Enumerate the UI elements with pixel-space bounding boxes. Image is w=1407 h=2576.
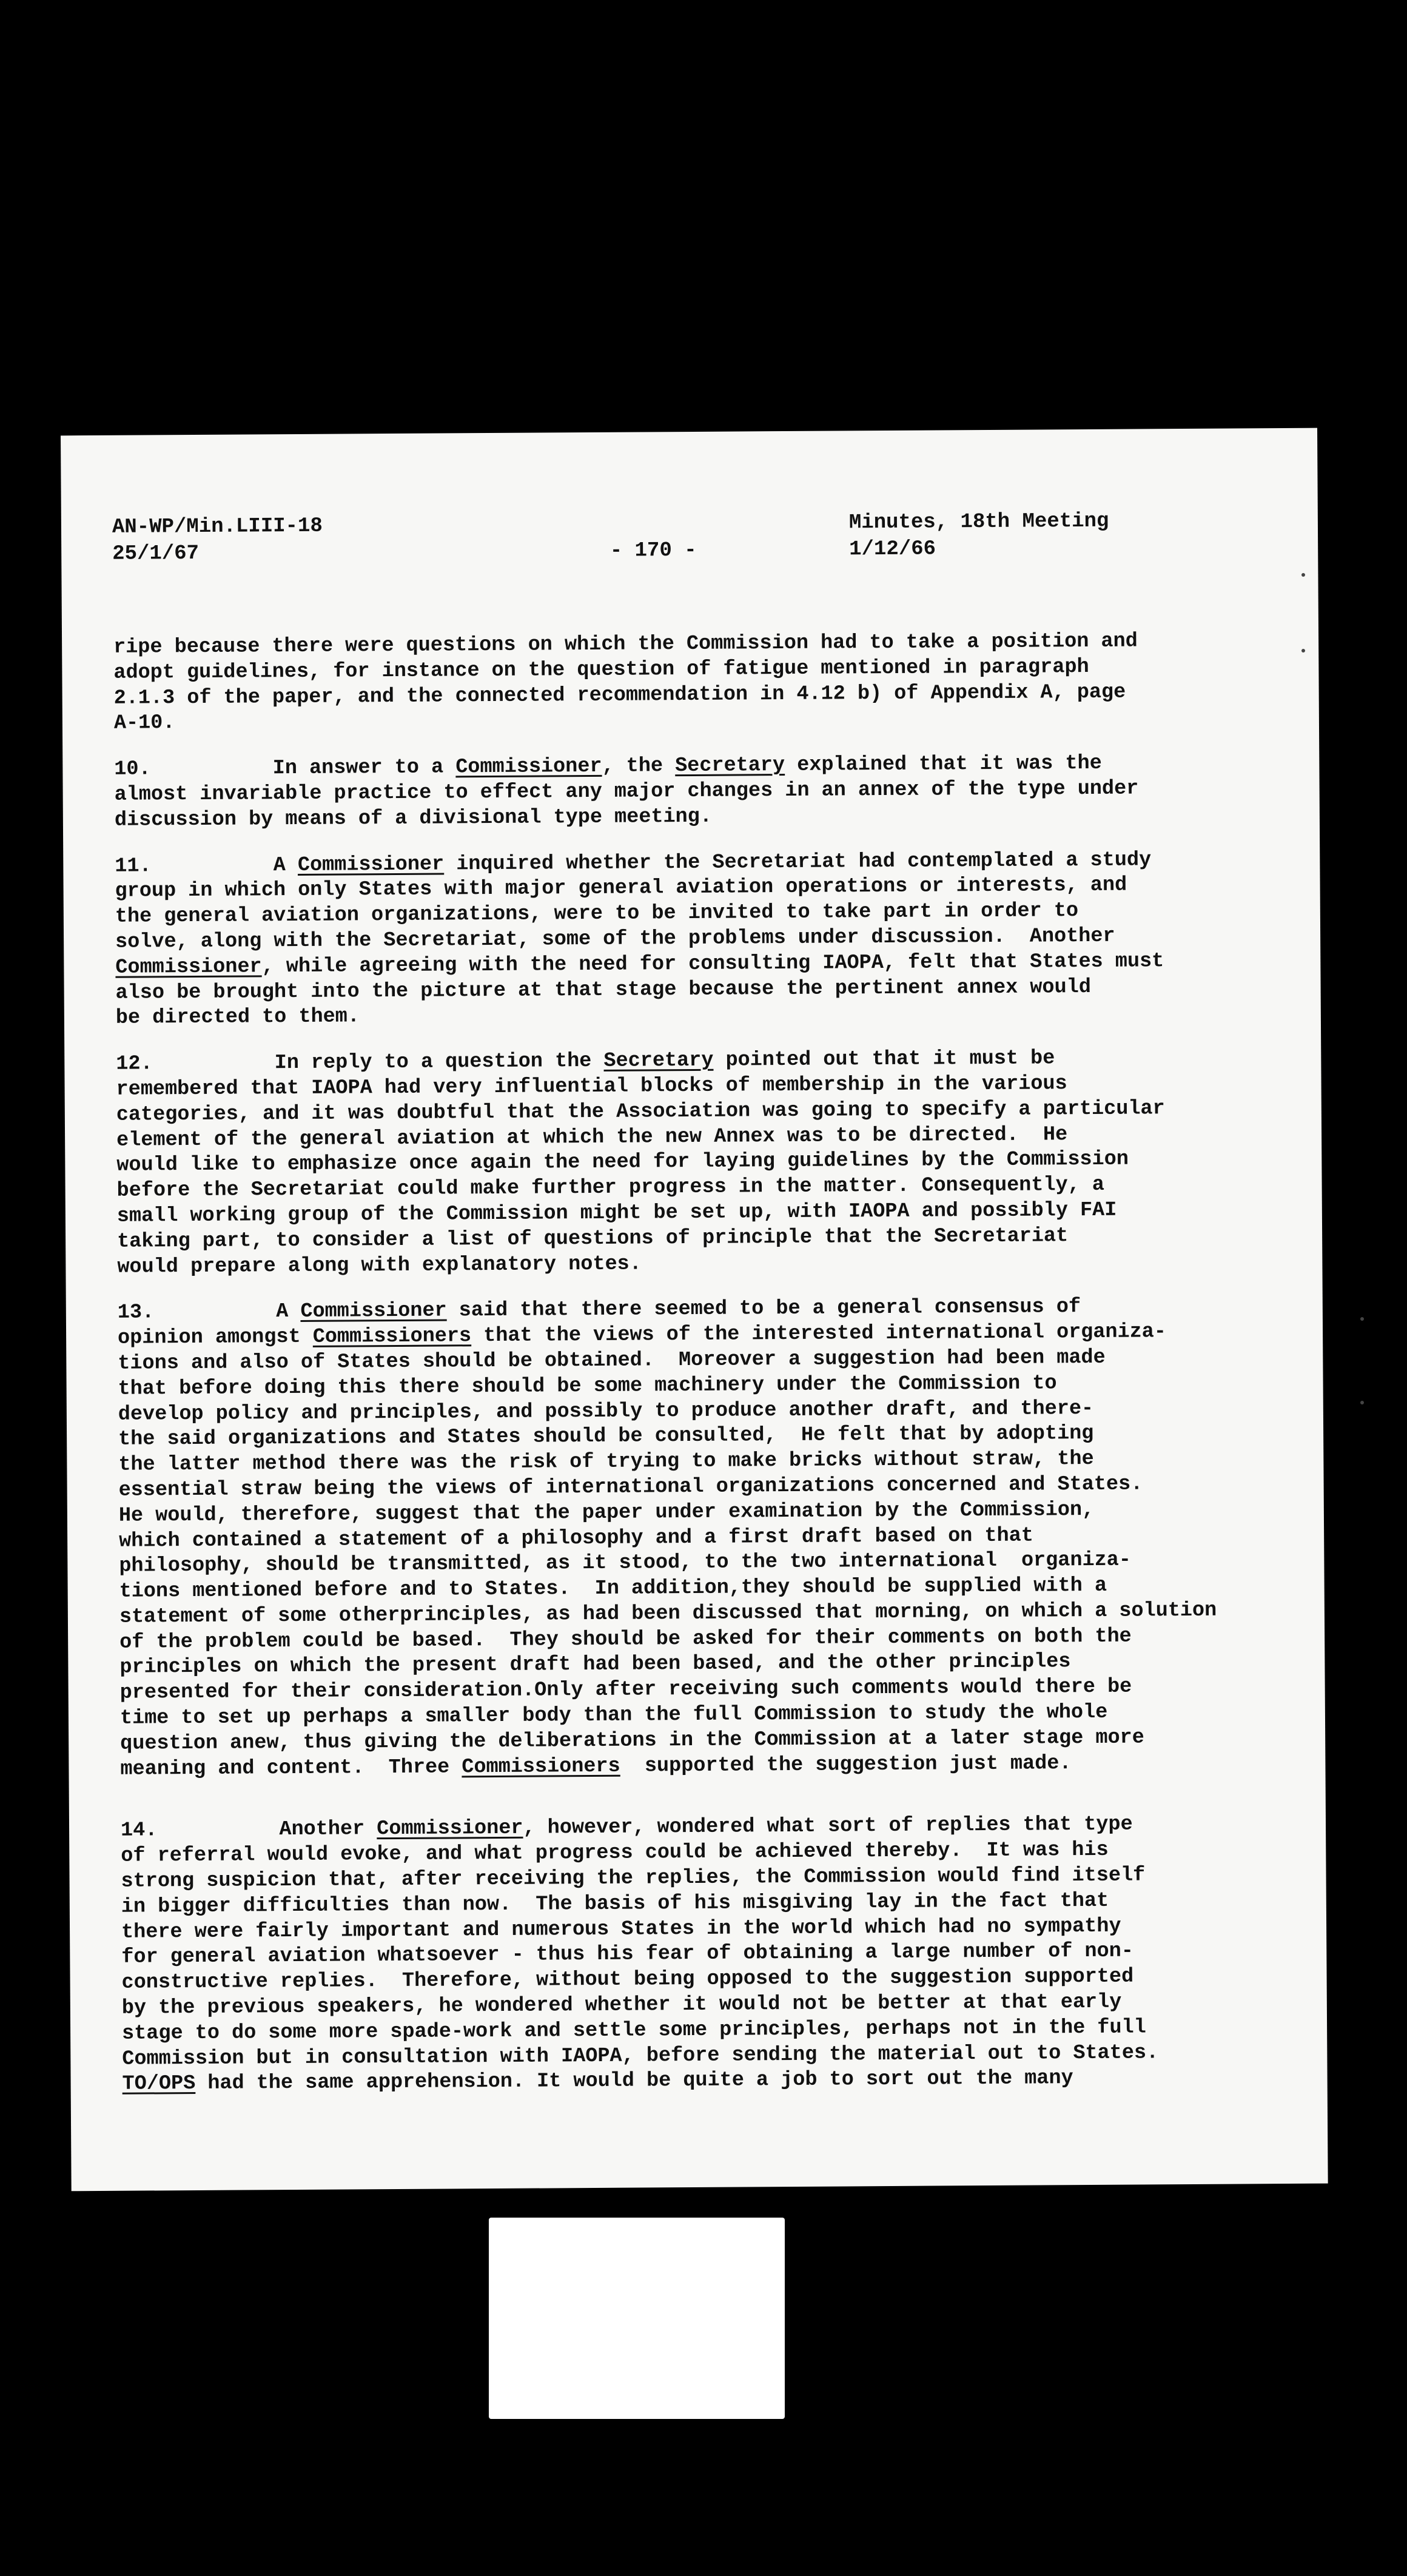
text-line: 14. Another Commissioner, however, wondered what sort of replies that type — [120, 1813, 1133, 1843]
text-line: categories, and it was doubtful that the Association was going to specify a particular — [116, 1096, 1165, 1127]
text-line: presented for their consideration.Only after receiving such comments would there be — [119, 1675, 1132, 1705]
text-line: of the problem could be based. They should be asked for their comments on both the — [119, 1625, 1132, 1654]
text-line: in bigger difficulties than now. The basis of his misgiving lay in the fact that — [121, 1889, 1109, 1919]
text-line: 2.1.3 of the paper, and the connected recommendation in 4.12 b) of Appendix A, page — [113, 680, 1126, 710]
text-line: there were fairly important and numerous States in the world which had no sympathy — [121, 1914, 1121, 1944]
blank-card — [489, 2218, 785, 2419]
text-line: by the previous speakers, he wondered whether it would not be better at that early — [121, 1990, 1122, 2020]
text-line: for general aviation whatsoever - thus his fear of obtaining a large number of non- — [121, 1940, 1134, 1970]
header-right — [849, 508, 1214, 563]
text-line: 13. A Commissioner said that there seemed to be a general consensus of — [117, 1295, 1081, 1325]
text-line: the general aviation organizations, were to be invited to take part in order to — [115, 899, 1079, 928]
text-line: the said organizations and States should be consulted, He felt that by adopting — [118, 1422, 1094, 1452]
text-line: taking part, to consider a list of questions of principle that the Secretariat — [117, 1224, 1069, 1253]
page-header — [112, 507, 1268, 575]
text-line: discussion by means of a divisional type meeting. — [114, 805, 713, 832]
paragraph — [113, 628, 1278, 737]
text-line: be directed to them. — [115, 1005, 360, 1030]
text-line: which contained a statement of a philosophy and a first draft based on that — [119, 1524, 1033, 1553]
paragraph — [116, 1045, 1281, 1280]
text-line: time to set up perhaps a smaller body than the full Commission to study the whole — [119, 1700, 1108, 1730]
text-line: 12. In reply to a question the Secretary pointed out that it must be — [116, 1047, 1055, 1076]
text-line: TO/OPS had the same apprehension. It would be quite a job to sort out the many — [122, 2067, 1073, 2096]
text-line: also be brought into the picture at that stage because the pertinent annex would — [115, 975, 1091, 1005]
text-line: Commission but in consultation with IAOPA, before sending the material out to States. — [122, 2041, 1159, 2071]
document-id: AN-WP/Min.LIII-18 — [112, 514, 323, 539]
meeting-date: 1/12/66 — [849, 537, 936, 562]
text-line: opinion amongst Commissioners that the views of the interested international organiza- — [117, 1320, 1167, 1350]
text-line: develop policy and principles, and possibly to produce another draft, and there- — [118, 1397, 1094, 1426]
text-line: strong suspicion that, after receiving the replies, the Commission would find itself — [121, 1863, 1146, 1893]
document-date: 25/1/67 — [112, 542, 200, 566]
text-line: statement of some otherprinciples, as had been discussed that morning, on which a solution — [119, 1598, 1217, 1629]
minutes-body — [113, 628, 1287, 2118]
text-line: adopt guidelines, for instance on the question of fatigue mentioned in paragraph — [113, 655, 1089, 685]
text-line: group in which only States with major general aviation operations or interests, and — [115, 873, 1127, 904]
text-line: before the Secretariat could make further progress in the matter. Consequently, a — [116, 1173, 1105, 1202]
text-line: small working group of the Commission might be set up, with IAOPA and possibly FAI — [116, 1198, 1117, 1228]
paragraph — [115, 847, 1280, 1031]
text-line: solve, along with the Secretariat, some of the problems under discussion. Another — [115, 924, 1115, 954]
text-line: tions and also of States should be obtained. Moreover a suggestion had been made — [118, 1346, 1106, 1375]
margin-dot — [1301, 573, 1305, 577]
text-line: 10. In answer to a Commissioner, the Secretary explained that it was the — [114, 752, 1102, 781]
text-line: meaning and content. Three Commissioners supported the suggestion just made. — [120, 1751, 1072, 1781]
text-line: stage to do some more spade-work and settle some principles, perhaps not in the full — [122, 2016, 1146, 2045]
text-line: the latter method there was the risk of trying to make bricks without straw, the — [118, 1447, 1094, 1477]
text-line: ripe because there were questions on which the Commission had to take a position and — [113, 629, 1138, 659]
text-line: constructive replies. Therefore, without being opposed to the suggestion supported — [121, 1965, 1134, 1995]
text-line: tions mentioned before and to States. In addition,they should be supplied with a — [119, 1574, 1107, 1603]
text-line: remembered that IAOPA had very influential blocks of membership in the various — [116, 1072, 1067, 1101]
text-line: would like to emphasize once again the need for laying guidelines by the Commission — [116, 1147, 1129, 1178]
text-line: A-10. — [113, 711, 175, 736]
text-line: He would, therefore, suggest that the paper under examination by the Commission, — [118, 1498, 1095, 1528]
text-line: 11. A Commissioner inquired whether the Secretariat had contemplated a study — [115, 848, 1152, 878]
text-line: principles on which the present draft had been based, and the other principles — [119, 1650, 1071, 1680]
page-number: - 170 - — [609, 538, 697, 563]
paragraph — [118, 1293, 1285, 1782]
margin-dot — [1360, 1401, 1364, 1404]
meeting-title: Minutes, 18th Meeting — [848, 509, 1109, 535]
text-line: element of the general aviation at which the new Annex was to be directed. He — [116, 1122, 1068, 1152]
text-line: that before doing this there should be some machinery under the Commission to — [118, 1372, 1057, 1401]
text-line: would prepare along with explanatory notes. — [117, 1252, 642, 1279]
text-line: philosophy, should be transmitted, as it stood, to the two international organiza- — [119, 1548, 1132, 1578]
margin-dot — [1360, 1317, 1364, 1321]
paragraph — [121, 1812, 1287, 2098]
text-line: Commissioner, while agreeing with the need for consulting IAOPA, felt that States must — [115, 949, 1164, 979]
text-line: question anew, thus giving the deliberations in the Commission at a later stage more — [120, 1726, 1144, 1756]
paragraph — [114, 750, 1279, 833]
text-line: of referral would evoke, and what progress could be achieved thereby. It was his — [121, 1839, 1109, 1868]
margin-dot — [1301, 649, 1305, 652]
text-line: almost invariable practice to effect any major changes in an annex of the type under — [114, 777, 1139, 807]
document-page — [61, 428, 1328, 2192]
text-line: essential straw being the views of international organizations concerned and States. — [118, 1472, 1143, 1502]
